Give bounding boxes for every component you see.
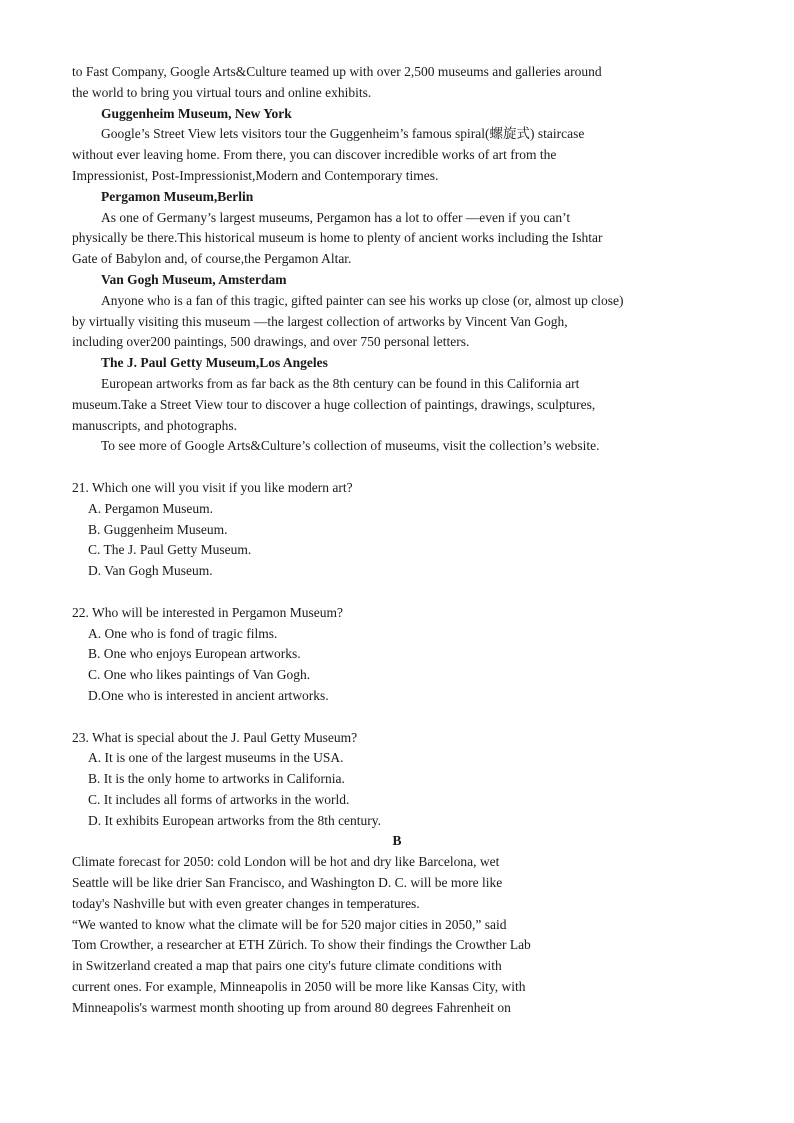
paragraph-line: European artworks from as far back as the 8th century can be found in this California art <box>101 375 580 391</box>
intro-line-1: to Fast Company, Google Arts&Culture teamed up with over 2,500 museums and galleries around <box>72 64 602 79</box>
question-22-option-b: B. One who enjoys European artworks. <box>88 646 301 662</box>
passage-b-line-1: Climate forecast for 2050: cold London will be hot and dry like Barcelona, wet <box>72 854 500 870</box>
document-page <box>72 62 732 1019</box>
question-22-stem: 22. Who will be interested in Pergamon Museum? <box>72 604 343 620</box>
question-22-option-a: A. One who is fond of tragic films. <box>88 625 278 641</box>
section-b-label: B <box>392 833 402 849</box>
question-23-option-c: C. It includes all forms of artworks in the world. <box>88 791 350 807</box>
spacer <box>72 457 732 478</box>
question-21-stem: 21. Which one will you visit if you like modern art? <box>72 479 353 495</box>
passage-b-line-5: Tom Crowther, a researcher at ETH Zürich. To show their findings the Crowther Lab <box>72 937 531 953</box>
paragraph-line: Google’s Street View lets visitors tour the Guggenheim’s famous spiral(螺旋式) staircase <box>101 126 585 142</box>
passage-b-line-4: “We wanted to know what the climate will be for 520 major cities in 2050,” said <box>72 916 507 932</box>
question-23-option-b: B. It is the only home to artworks in California. <box>88 771 345 787</box>
paragraph-line: physically be there.This historical museum is home to plenty of ancient works including the Ishtar <box>72 230 603 246</box>
intro-line-2: the world to bring you virtual tours and online exhibits. <box>72 84 372 100</box>
paragraph-line: Gate of Babylon and, of course,the Pergamon Altar. <box>72 251 352 267</box>
question-21-option-b: B. Guggenheim Museum. <box>88 521 228 537</box>
passage-b-line-7: current ones. For example, Minneapolis in 2050 will be more like Kansas City, with <box>72 979 526 995</box>
paragraph-line: including over200 paintings, 500 drawings, and over 750 personal letters. <box>72 334 470 350</box>
question-22-option-c: C. One who likes paintings of Van Gogh. <box>88 667 311 683</box>
spacer <box>72 707 732 728</box>
paragraph-line: without ever leaving home. From there, you can discover incredible works of art from the <box>72 147 557 163</box>
passage-b-line-3: today's Nashville but with even greater changes in temperatures. <box>72 895 420 911</box>
question-23-option-a: A. It is one of the largest museums in the USA. <box>88 750 344 766</box>
museum-heading-getty: The J. Paul Getty Museum,Los Angeles <box>101 355 328 371</box>
question-22-option-d: D.One who is interested in ancient artworks. <box>88 687 329 703</box>
museum-heading-pergamon: Pergamon Museum,Berlin <box>101 188 254 204</box>
paragraph-line: manuscripts, and photographs. <box>72 417 237 433</box>
closing-line: To see more of Google Arts&Culture’s collection of museums, visit the collection’s website. <box>101 438 600 454</box>
passage-b-line-6: in Switzerland created a map that pairs one city's future climate conditions with <box>72 958 502 974</box>
museum-heading-van-gogh: Van Gogh Museum, Amsterdam <box>101 271 287 287</box>
paragraph-line: Impressionist, Post-Impressionist,Modern and Contemporary times. <box>72 167 439 183</box>
paragraph-line: museum.Take a Street View tour to discover a huge collection of paintings, drawings, sculptures, <box>72 396 596 412</box>
passage-b-line-8: Minneapolis's warmest month shooting up from around 80 degrees Fahrenheit on <box>72 999 511 1015</box>
spacer <box>72 582 732 603</box>
paragraph-line: by virtually visiting this museum —the largest collection of artworks by Vincent Van Gogh, <box>72 313 568 329</box>
question-21-option-d: D. Van Gogh Museum. <box>88 563 213 579</box>
passage-b-line-2: Seattle will be like drier San Francisco, and Washington D. C. will be more like <box>72 875 503 891</box>
question-21-option-c: C. The J. Paul Getty Museum. <box>88 542 252 558</box>
paragraph-line: As one of Germany’s largest museums, Pergamon has a lot to offer —even if you can’t <box>101 209 571 225</box>
question-21-option-a: A. Pergamon Museum. <box>88 500 213 516</box>
question-23-stem: 23. What is special about the J. Paul Getty Museum? <box>72 729 358 745</box>
paragraph-line: Anyone who is a fan of this tragic, gifted painter can see his works up close (or, almost up close) <box>101 292 624 308</box>
question-23-option-d: D. It exhibits European artworks from the 8th century. <box>88 812 382 828</box>
museum-heading-guggenheim: Guggenheim Museum, New York <box>101 105 292 121</box>
